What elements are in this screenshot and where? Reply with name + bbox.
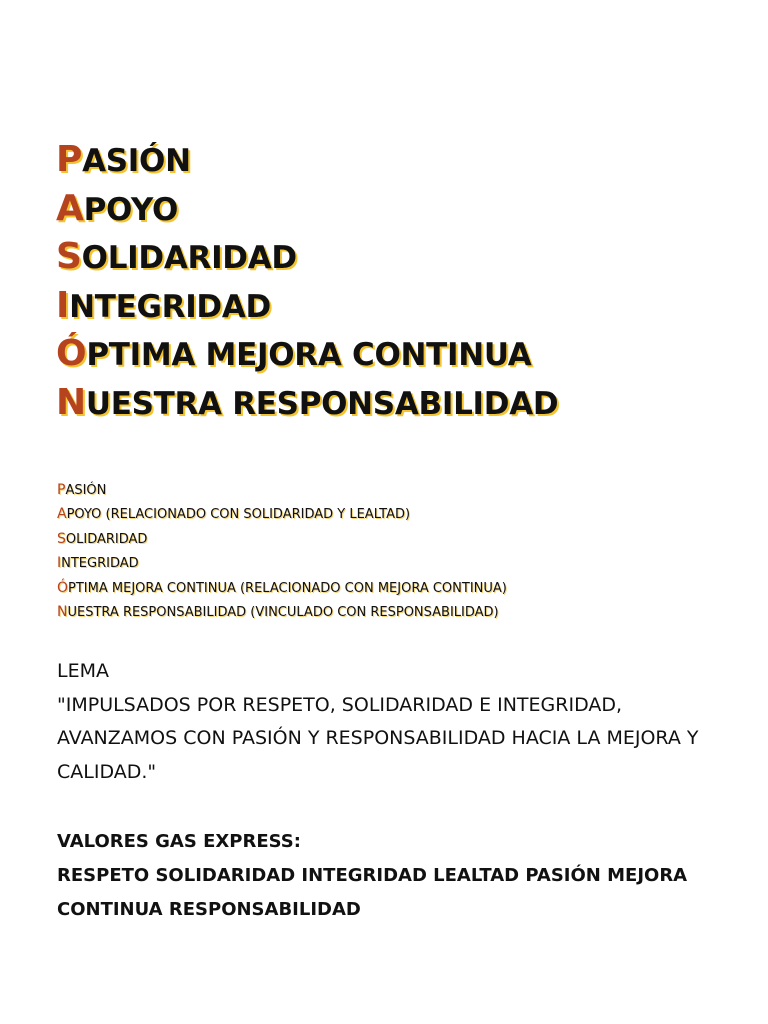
detail-initial: P <box>57 482 66 498</box>
detail-item <box>57 576 507 600</box>
detail-initial: S <box>57 530 66 547</box>
acrostic-word: POYO <box>83 191 179 228</box>
detail-initial: Ó <box>57 579 69 596</box>
lema-title: LEMA <box>57 660 109 682</box>
detail-initial: A <box>57 506 67 523</box>
detail-item <box>57 502 507 526</box>
detail-text: UESTRA RESPONSABILIDAD (VINCULADO CON RESPONSABILIDAD) <box>67 604 499 620</box>
detail-text: NTEGRIDAD <box>61 556 139 572</box>
acrostic-word: UESTRA RESPONSABILIDAD <box>85 385 559 422</box>
acrostic-initial: Ó <box>56 333 87 374</box>
acrostic-line <box>56 233 558 282</box>
acrostic-initial: N <box>56 381 86 423</box>
acrostic-line <box>56 379 558 428</box>
acrostic-word: NTEGRIDAD <box>69 288 271 325</box>
acrostic-line <box>56 330 558 379</box>
detail-text: POYO (RELACIONADO CON SOLIDARIDAD Y LEALTAD) <box>66 507 411 523</box>
detail-initial: N <box>57 603 68 620</box>
acrostic-initial: I <box>56 284 70 326</box>
acrostic-line <box>56 185 558 234</box>
valores-list: RESPETO SOLIDARIDAD INTEGRIDAD LEALTAD PASIÓN MEJORA CONTINUA RESPONSABILIDAD <box>57 865 688 920</box>
lema-text: "IMPULSADOS POR RESPETO, SOLIDARIDAD E INTEGRIDAD, AVANZAMOS CON PASIÓN Y RESPONSABILIDAD HACIA LA MEJORA Y CALIDAD." <box>57 693 699 783</box>
lema-section <box>57 655 747 789</box>
detail-text: PTIMA MEJORA CONTINUA (RELACIONADO CON MEJORA CONTINUA) <box>68 580 507 596</box>
detail-initial: I <box>57 555 62 572</box>
acrostic-word: PTIMA MEJORA CONTINUA <box>86 337 532 373</box>
detail-item <box>57 527 507 551</box>
detail-text: ASIÓN <box>65 483 107 498</box>
detail-text: OLIDARIDAD <box>65 531 148 547</box>
acrostic-detail-list <box>57 478 507 624</box>
acrostic-word: ASIÓN <box>82 143 191 179</box>
detail-item <box>57 478 507 502</box>
acrostic-initial: S <box>56 236 82 277</box>
acrostic-word: OLIDARIDAD <box>81 240 297 276</box>
detail-item <box>57 551 507 575</box>
valores-title: VALORES GAS EXPRESS: <box>57 831 301 852</box>
acrostic-initial: A <box>56 187 84 229</box>
acrostic-heading <box>56 136 558 427</box>
acrostic-line <box>56 136 558 185</box>
acrostic-line <box>56 282 558 331</box>
acrostic-initial: P <box>56 139 83 180</box>
valores-section <box>57 825 747 927</box>
detail-item <box>57 600 507 624</box>
